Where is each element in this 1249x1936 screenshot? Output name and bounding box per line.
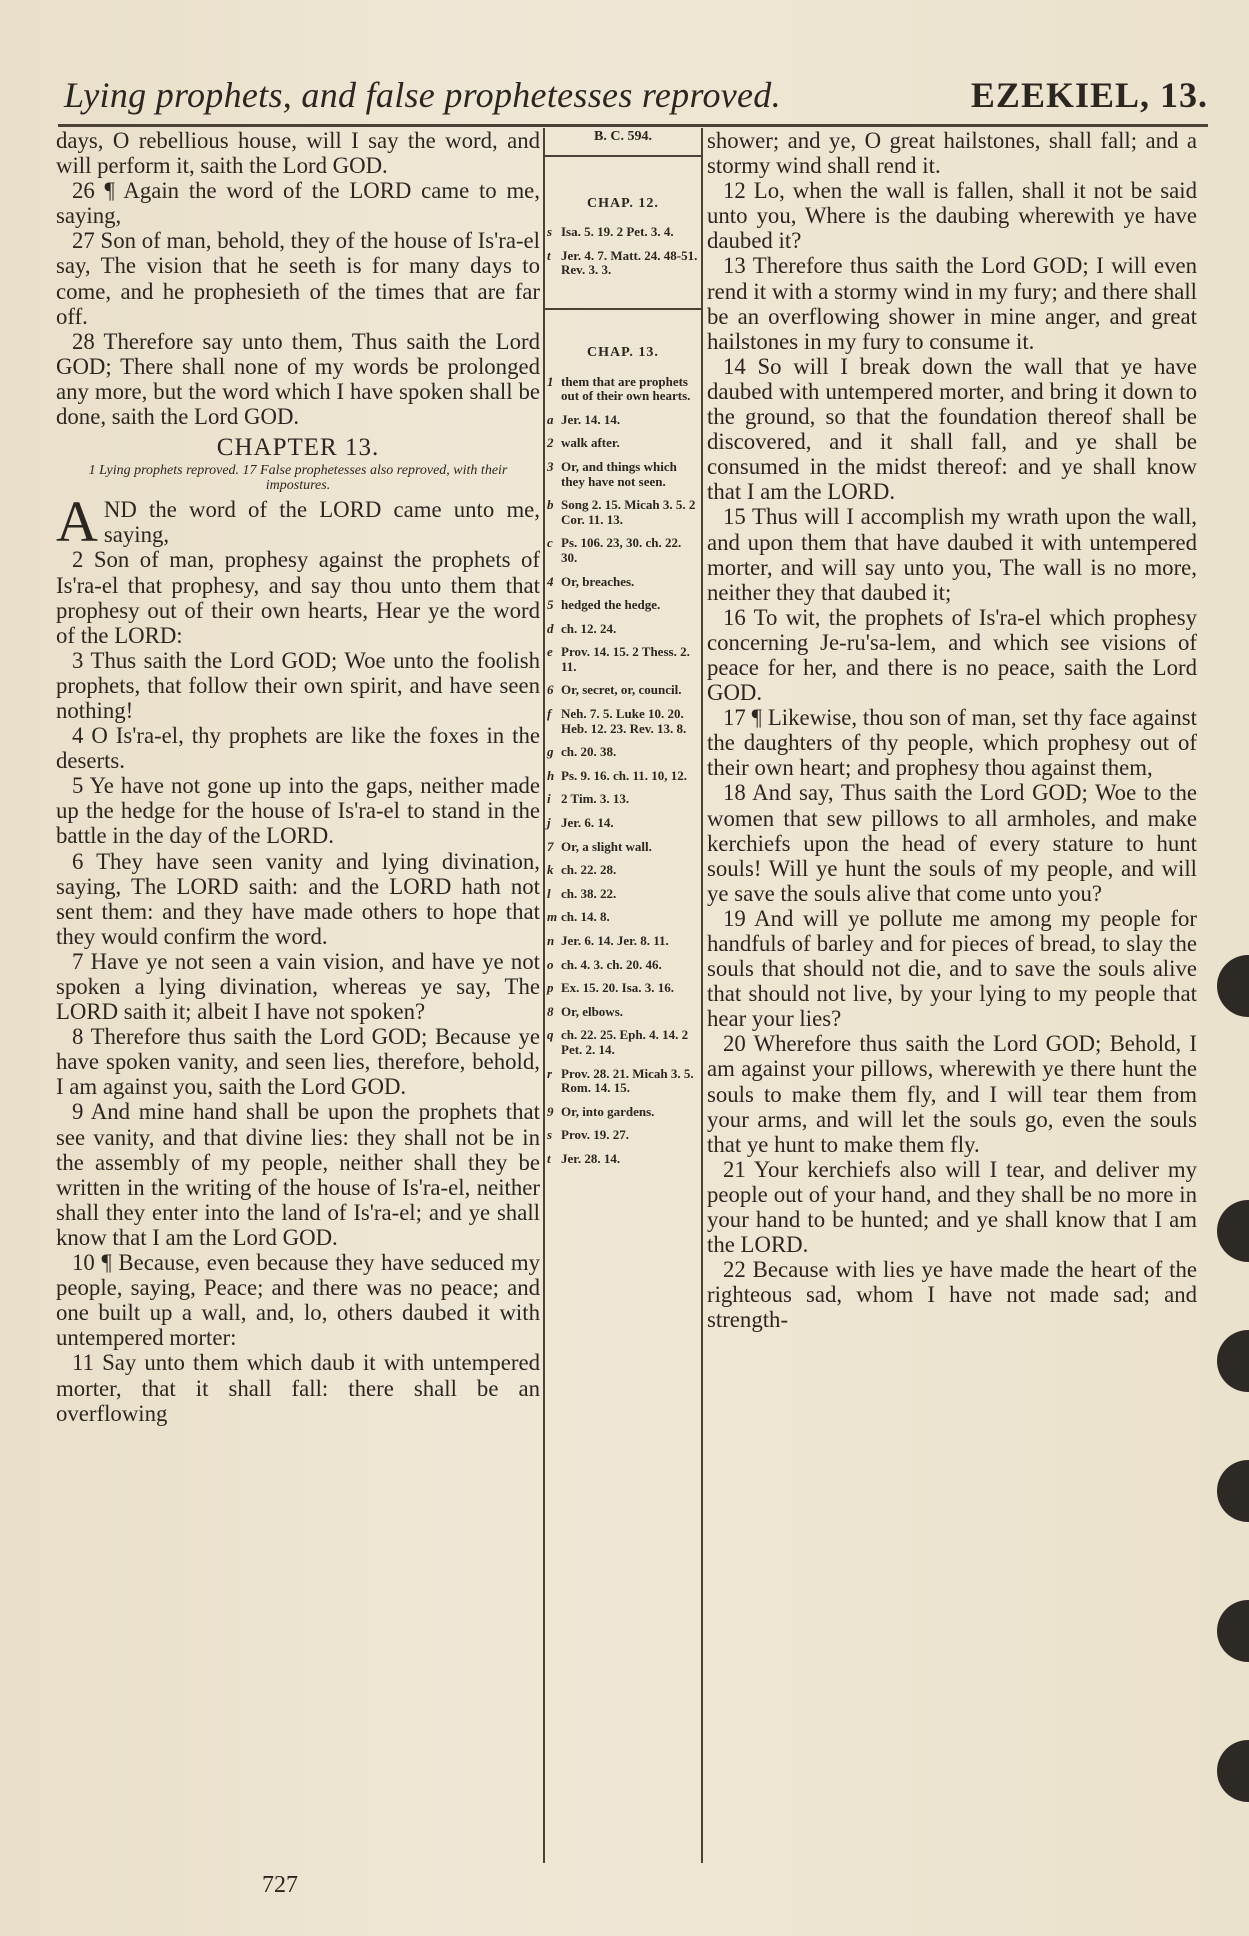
- note-text: Jer. 28. 14.: [561, 1150, 621, 1166]
- margin-note: [547, 536, 699, 565]
- verse-text: 13 Therefore thus saith the Lord GOD; I will even rend it with a stormy wind in my fury; and there shall be an overflowing shower in mine anger, and great hailstones in my fury to consume it.: [707, 253, 1197, 354]
- margin-note: [547, 707, 699, 736]
- note-marker: p: [547, 980, 554, 996]
- note-text: Or, into gardens.: [561, 1103, 655, 1119]
- note-marker: 7: [547, 838, 554, 854]
- note-marker: b: [547, 497, 554, 513]
- note-text: ch. 20. 38.: [561, 744, 617, 760]
- note-text: Or, elbows.: [561, 1003, 623, 1019]
- margin-note: [547, 840, 699, 855]
- margin-note: [547, 622, 699, 637]
- note-marker: l: [547, 885, 551, 901]
- note-marker: k: [547, 862, 554, 878]
- note-marker: j: [547, 815, 551, 831]
- note-marker: d: [547, 620, 554, 636]
- drop-cap: A: [56, 489, 98, 555]
- note-marker: 5: [547, 597, 554, 613]
- margin-notes-chapter-13: [547, 375, 699, 1167]
- header-title: Lying prophets, and false prophetesses reproved.: [64, 75, 781, 115]
- note-marker: g: [547, 744, 554, 760]
- margin-note: [547, 1067, 699, 1096]
- verse-text: 7 Have ye not seen a vain vision, and have ye not spoken a lying divination, whereas ye say, The LORD saith it; albeit I have not spoken?: [56, 948, 540, 1025]
- verse-text: 10 ¶ Because, even because they have seduced my people, saying, Peace; and there was no peace; and one built up a wall, and, lo, others daubed it with untempered morter:: [56, 1250, 540, 1351]
- note-text: them that are prophets out of their own hearts.: [561, 373, 691, 404]
- note-marker: n: [547, 933, 555, 948]
- note-marker: h: [547, 767, 555, 783]
- note-text: 2 Tim. 3. 13.: [561, 791, 630, 807]
- margin-chapter-label: CHAP. 12.: [587, 195, 659, 211]
- margin-note: [547, 575, 699, 590]
- verse-text: 12 Lo, when the wall is fallen, shall it not be said unto you, Where is the daubing wherewith ye have daubed it?: [707, 178, 1197, 254]
- note-text: ch. 14. 8.: [561, 909, 610, 925]
- note-marker: 6: [547, 682, 554, 698]
- verse-text: 11 Say unto them which daub it with untempered morter, that it shall fall: there shall be an overflowing: [56, 1350, 540, 1426]
- chapter-heading: CHAPTER 13.: [216, 434, 380, 462]
- verse-text: 5 Ye have not gone up into the gaps, neither made up the hedge for the house of Is'ra-el to stand in the battle in the day of the LORD.: [56, 773, 540, 849]
- note-marker: m: [547, 909, 558, 925]
- verse-text: 21 Your kerchiefs also will I tear, and deliver my people out of your hand, and they shall be no more in your hand to be hunted; and ye shall know that I am the LORD.: [707, 1156, 1197, 1258]
- margin-note: [547, 792, 699, 807]
- left-text-column: [56, 128, 540, 1426]
- note-text: Jer. 6. 14.: [561, 815, 614, 831]
- note-text: walk after.: [561, 435, 620, 451]
- thumb-index-tab[interactable]: [1217, 1200, 1249, 1262]
- verse-text: 26 ¶ Again the word of the LORD came to me, saying,: [56, 178, 540, 229]
- note-text: Neh. 7. 5. Luke 10. 20. Heb. 12. 23. Rev. 13. 8.: [561, 706, 687, 736]
- margin-note: [547, 934, 699, 949]
- note-marker: s: [547, 1127, 553, 1143]
- margin-note: [547, 598, 699, 613]
- margin-note: [547, 816, 699, 831]
- margin-note: [547, 413, 699, 428]
- margin-note: [547, 1128, 699, 1143]
- margin-note: [547, 645, 699, 674]
- note-text: ch. 22. 28.: [561, 862, 617, 878]
- note-marker: c: [547, 535, 553, 551]
- thumb-index-tab[interactable]: [1217, 1330, 1249, 1392]
- thumb-index-tab[interactable]: [1217, 1600, 1249, 1662]
- note-marker: 1: [547, 373, 554, 389]
- note-marker: f: [547, 706, 552, 722]
- note-marker: q: [547, 1027, 554, 1043]
- margin-references: [547, 128, 699, 1176]
- chapter-summary: 1 Lying prophets reproved. 17 False prophetesses also reproved, with their impostures.: [88, 463, 508, 494]
- note-text: ch. 4. 3. ch. 20. 46.: [561, 956, 662, 972]
- verse-text: 17 ¶ Likewise, thou son of man, set thy face against the daughters of thy people, which prophesy out of their own heart; and prophesy thou against them,: [707, 705, 1197, 781]
- note-marker: t: [547, 247, 551, 263]
- margin-note: [547, 225, 699, 240]
- note-text: Song 2. 15. Micah 3. 5. 2 Cor. 11. 13.: [561, 497, 696, 527]
- column-divider: [701, 128, 703, 1863]
- verse-text: 18 And say, Thus saith the Lord GOD; Woe to the women that sew pillows to all armholes, and make kerchiefs upon the head of every stature to hunt souls! Will ye hunt the souls of my people, and will ye save the souls alive that come unto you?: [707, 780, 1197, 906]
- verse-text: 15 Thus will I accomplish my wrath upon the wall, and upon them that have daubed it with untempered morter, and will say unto you, The wall is no more, neither they that daubed it;: [707, 504, 1197, 605]
- margin-note: [547, 887, 699, 902]
- thumb-index-tab[interactable]: [1217, 1740, 1249, 1802]
- note-text: Or, and things which they have not seen.: [561, 458, 677, 489]
- verse-text: 8 Therefore thus saith the Lord GOD; Because ye have spoken vanity, and seen lies, therefore, behold, I am against you, saith the Lord GOD.: [56, 1024, 540, 1100]
- margin-note: [547, 981, 699, 996]
- note-text: ch. 38. 22.: [561, 885, 617, 901]
- note-marker: r: [547, 1065, 553, 1081]
- margin-note: [547, 249, 699, 278]
- note-marker: a: [547, 411, 554, 427]
- margin-date: B. C. 594.: [594, 129, 652, 144]
- margin-note: [547, 910, 699, 925]
- verse-text: days, O rebellious house, will I say the word, and will perform it, saith the Lord GOD.: [56, 128, 540, 179]
- margin-note: [547, 1028, 699, 1057]
- note-text: hedged the hedge.: [561, 597, 661, 613]
- verse-text: 19 And will ye pollute me among my people for handfuls of barley and for pieces of bread, to slay the souls that should not die, and to save the souls alive that should not live, by your lying to my people that hear your lies?: [707, 905, 1197, 1032]
- note-text: Jer. 4. 7. Matt. 24. 48-51. Rev. 3. 3.: [561, 247, 698, 278]
- margin-note: [547, 863, 699, 878]
- note-text: ch. 12. 24.: [561, 620, 617, 636]
- note-text: Isa. 5. 19. 2 Pet. 3. 4.: [561, 224, 674, 240]
- note-text: Or, breaches.: [561, 573, 635, 589]
- note-text: Ps. 106. 23, 30. ch. 22. 30.: [561, 535, 682, 565]
- note-text: Prov. 28. 21. Micah 3. 5. Rom. 14. 15.: [561, 1065, 694, 1096]
- note-marker: 8: [547, 1003, 554, 1019]
- note-marker: 3: [547, 458, 554, 474]
- running-header: [58, 68, 1208, 127]
- verse-text: 14 So will I break down the wall that ye have daubed with untempered morter, and bring it down to the ground, so that the foundation thereof shall be discovered, and it shall fall, and ye shall be consumed in the midst thereof: and ye shall know that I am the LORD.: [707, 353, 1197, 505]
- margin-note: [547, 745, 699, 760]
- verse-text: 3 Thus saith the Lord GOD; Woe unto the foolish prophets, that follow their own spirit, and have seen nothing!: [56, 647, 540, 723]
- verse-text: 27 Son of man, behold, they of the house of Is'ra-el say, The vision that he seeth is for many days to come, and he prophesieth of the times that are far off.: [56, 228, 540, 329]
- thumb-index-tab[interactable]: [1217, 955, 1249, 1017]
- note-marker: 4: [547, 573, 554, 589]
- verse-text: 4 O Is'ra-el, thy prophets are like the foxes in the deserts.: [56, 723, 540, 774]
- margin-note: [547, 498, 699, 527]
- margin-note: [547, 769, 699, 784]
- note-text: Ex. 15. 20. Isa. 3. 16.: [561, 980, 675, 996]
- verse-text: [56, 489, 540, 555]
- verse-text: 22 Because with lies ye have made the heart of the righteous sad, whom I have not made sad; and strength-: [707, 1257, 1197, 1333]
- note-marker: s: [547, 224, 553, 240]
- note-marker: o: [547, 956, 554, 972]
- margin-note: [547, 1105, 699, 1120]
- margin-rule: [543, 155, 703, 157]
- thumb-index-tab[interactable]: [1217, 1460, 1249, 1522]
- verse-text: 9 And mine hand shall be upon the prophets that see vanity, and that divine lies: they shall not be in the assembly of my people, neither shall they be written in the writing of the house of Is'ra-el, neither shall they enter into the land of Is'ra-el; and ye shall know that I am the Lord GOD.: [56, 1099, 540, 1250]
- note-text: Jer. 6. 14. Jer. 8. 11.: [561, 933, 669, 948]
- margin-note: [547, 460, 699, 489]
- verse-text: 6 They have seen vanity and lying divination, saying, The LORD saith: and the LORD hath not sent them: and they have made others to hope that they would confirm the word.: [56, 848, 540, 949]
- margin-note: [547, 1005, 699, 1020]
- note-text: Or, a slight wall.: [561, 838, 652, 854]
- verse-text: 16 To wit, the prophets of Is'ra-el which prophesy concerning Je-ru'sa-lem, and which see visions of peace for her, and there is no peace, saith the Lord GOD.: [707, 604, 1197, 706]
- margin-note: [547, 436, 699, 451]
- margin-chapter-label: CHAP. 13.: [587, 344, 659, 360]
- column-divider: [543, 128, 545, 1863]
- margin-note: [547, 1152, 699, 1167]
- margin-note: [547, 375, 699, 404]
- note-text: Ps. 9. 16. ch. 11. 10, 12.: [561, 767, 688, 783]
- verse-text: shower; and ye, O great hailstones, shall fall; and a stormy wind shall rend it.: [707, 128, 1197, 179]
- note-text: Prov. 14. 15. 2 Thess. 2. 11.: [561, 644, 690, 674]
- note-text: Jer. 14. 14.: [561, 411, 621, 427]
- margin-note: [547, 958, 699, 973]
- verse-text: 28 Therefore say unto them, Thus saith the Lord GOD; There shall none of my words be prolonged any more, but the word which I have spoken shall be done, saith the Lord GOD.: [56, 328, 540, 430]
- verse-text: 20 Wherefore thus saith the Lord GOD; Behold, I am against your pillows, wherewith ye there hunt the souls to make them fly, and I will tear them from your arms, and will let the souls go, even the souls that ye hunt to make them fly.: [707, 1031, 1197, 1157]
- header-book-chapter: EZEKIEL, 13.: [970, 75, 1208, 115]
- note-marker: t: [547, 1150, 551, 1166]
- note-text: Or, secret, or, council.: [561, 682, 682, 698]
- margin-rule: [543, 308, 703, 310]
- page-number: 727: [262, 1872, 298, 1898]
- note-text: Prov. 19. 27.: [561, 1127, 630, 1143]
- right-text-column: [707, 128, 1197, 1333]
- note-marker: e: [547, 644, 553, 660]
- margin-note: [547, 683, 699, 698]
- note-marker: i: [547, 791, 551, 807]
- note-marker: 2: [547, 435, 554, 451]
- verse-text: 2 Son of man, prophesy against the prophets of Is'ra-el that prophesy, and say thou unto them that prophesy out of their own hearts, Hear ye the word of the LORD:: [56, 547, 540, 648]
- note-marker: 9: [547, 1103, 554, 1119]
- margin-notes-chapter-12: [547, 225, 699, 278]
- note-text: ch. 22. 25. Eph. 4. 14. 2 Pet. 2. 14.: [561, 1027, 689, 1057]
- verse-text-body: ND the word of the LORD came unto me, saying,: [103, 497, 540, 548]
